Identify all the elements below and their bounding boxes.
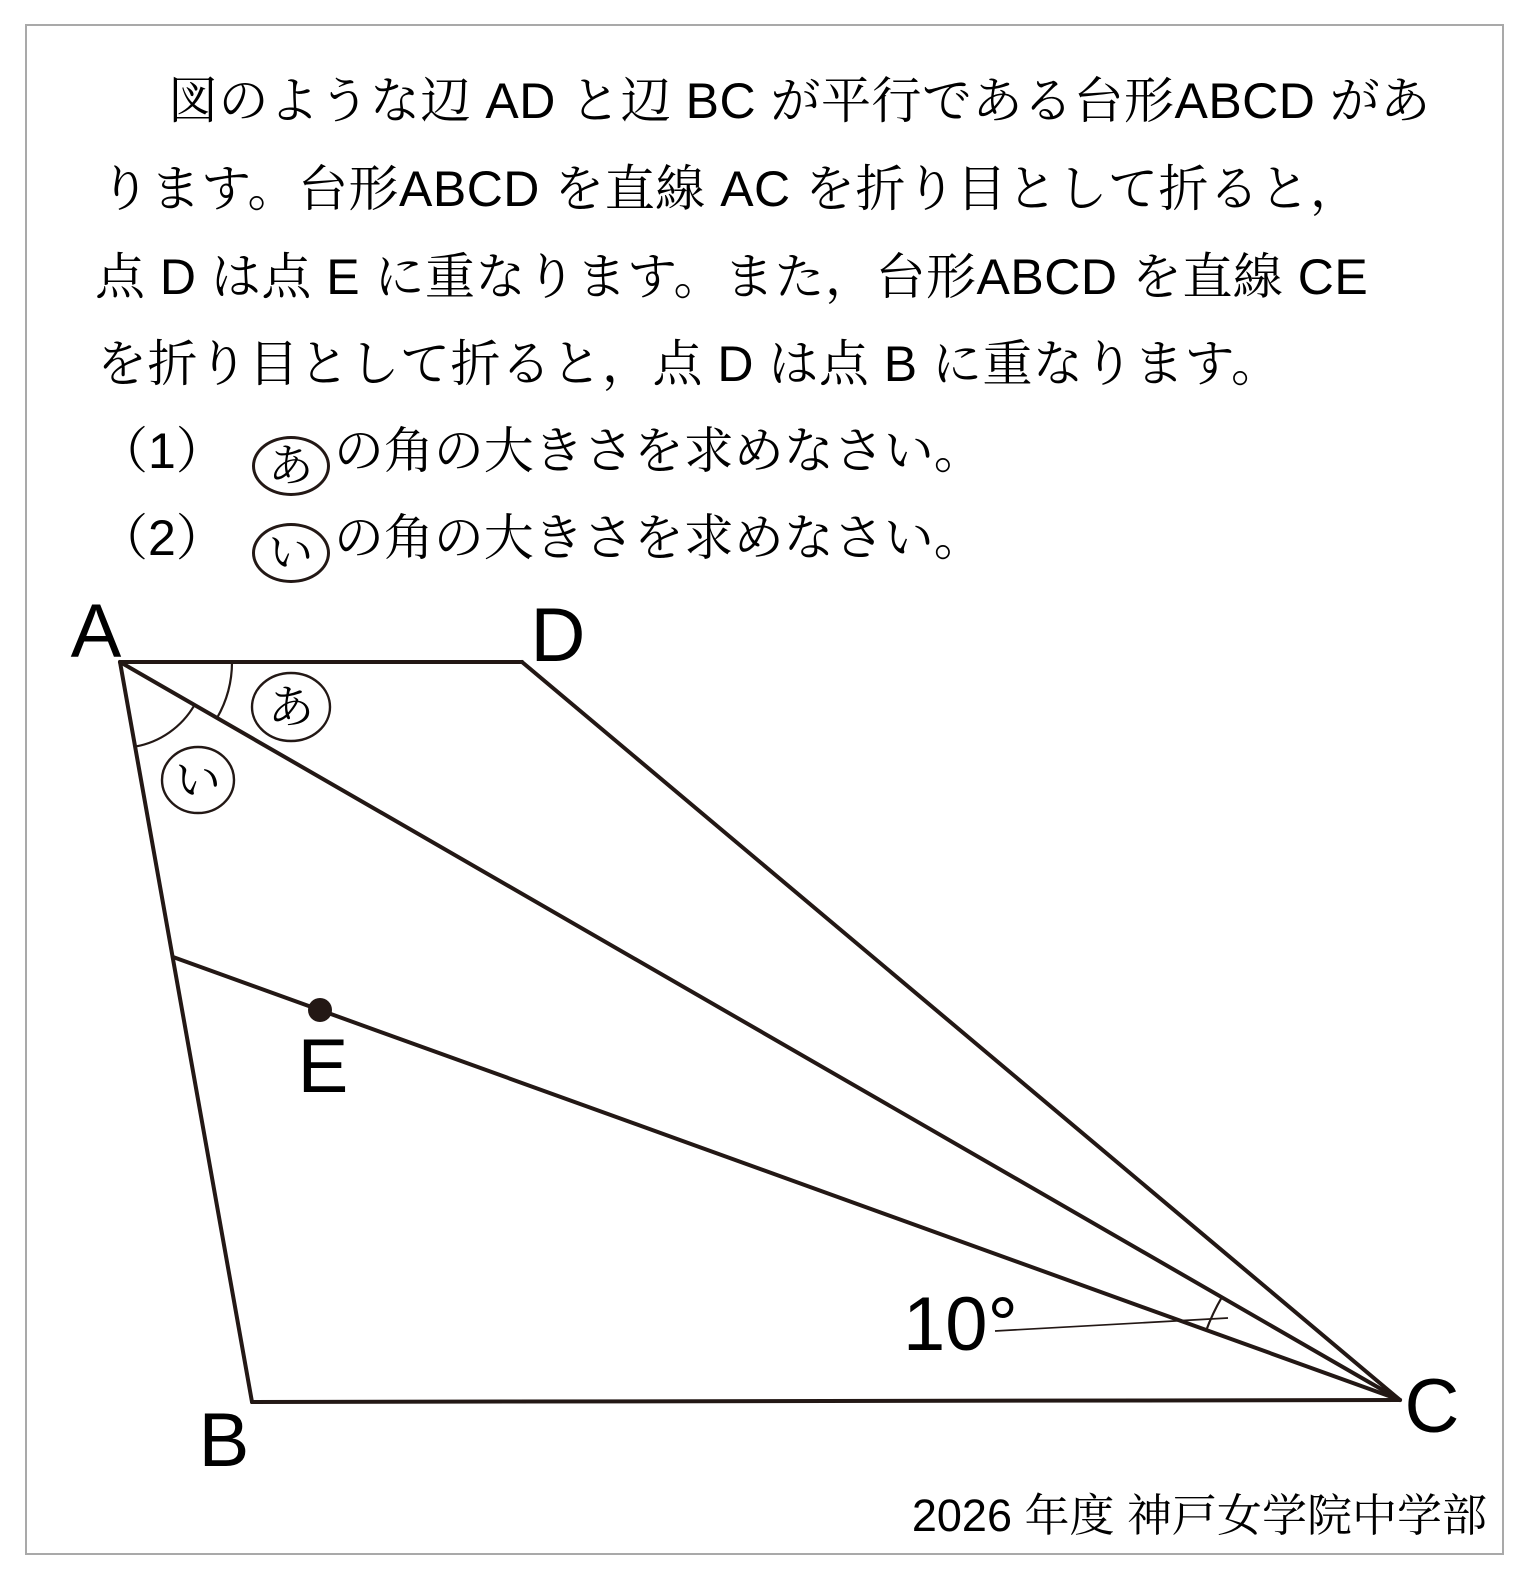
problem-line-3: 点 D は点 E に重なります。また，台形ABCD を直線 CE	[95, 249, 1369, 305]
problem-line-1: 図のような辺 AD と辺 BC が平行である台形ABCD があ	[168, 73, 1431, 129]
angle-i-mark: い	[175, 754, 221, 806]
side-BC	[252, 1400, 1400, 1402]
question-1-number: （1）	[98, 423, 226, 479]
vertex-label-A: A	[70, 589, 122, 674]
vertex-label-C: C	[1404, 1364, 1460, 1449]
vertex-label-B: B	[198, 1398, 250, 1483]
circled-a-label: あ	[252, 436, 330, 496]
question-2-number: （2）	[98, 510, 226, 566]
problem-line-4: を折り目として折ると，点 D は点 B に重なります。	[97, 336, 1282, 392]
angle-a-arc	[217, 662, 232, 718]
angle-a-mark: あ	[268, 681, 314, 733]
angle-value-10deg: 10°	[903, 1282, 1018, 1367]
problem-line-2: ります。台形ABCD を直線 AC を折り目として折ると，	[100, 161, 1361, 217]
vertex-label-D: D	[530, 593, 586, 678]
angle-i-arc	[135, 705, 194, 747]
question-1-text: の角の大きさを求めなさい。	[333, 423, 984, 479]
question-2-text: の角の大きさを求めなさい。	[333, 510, 984, 566]
angle-10deg-arc	[1206, 1297, 1222, 1331]
circled-i-label: い	[252, 523, 330, 583]
footer-credit: 2026 年度 神戸女学院中学部	[911, 1490, 1487, 1541]
fold-line-EC	[173, 957, 1400, 1400]
vertex-label-E: E	[297, 1024, 349, 1109]
point-E-dot	[308, 998, 332, 1022]
